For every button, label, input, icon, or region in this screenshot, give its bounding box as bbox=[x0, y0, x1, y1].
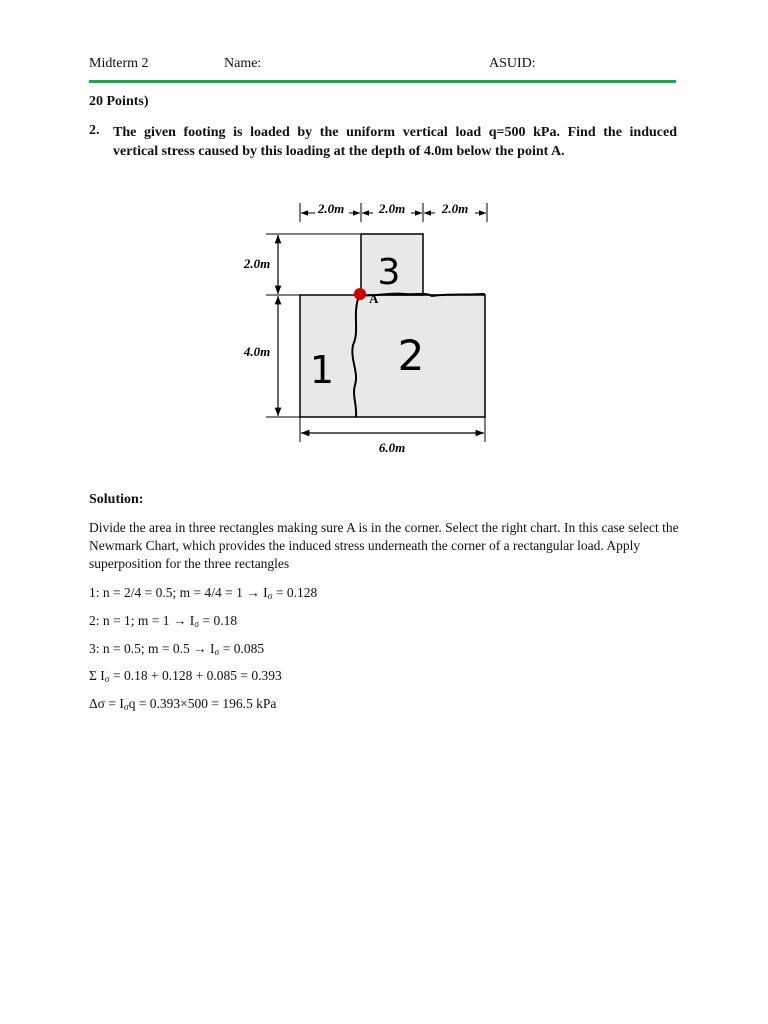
solution-paragraph: Divide the area in three rectangles making sure A is in the corner. Select the right chart. In this case select the Newmark Chart, which provides the induced stress underneath the corner of a rectangular load. Apply superposition for the three rectangles bbox=[89, 520, 679, 571]
dim-left-bottom: 4.0m bbox=[243, 344, 271, 359]
dim-top-2: 2.0m bbox=[378, 201, 406, 216]
solution-line-3: 3: n = 0.5; $m = 0.5 \to I_\sigma = 0.085$ bbox=[89, 641, 265, 657]
region-label-2: 2 bbox=[397, 331, 425, 380]
header-name-label: Name: bbox=[224, 56, 262, 71]
points-heading: 20 Points) bbox=[89, 94, 149, 109]
point-a-label: A bbox=[369, 291, 379, 306]
footing-figure bbox=[230, 195, 510, 465]
solution-line-1: 1: n = 2/4 = 0.5; $m = 4/4 = 1 \to I_\sigma = 0.128$ bbox=[89, 585, 318, 601]
region-label-1: 1 bbox=[309, 348, 335, 392]
solution-line-5: $\Delta\sigma = I_\sigma q = 0.393\times 500 = 196.5$ kPa bbox=[89, 696, 277, 712]
dim-left-top: 2.0m bbox=[243, 256, 271, 271]
point-a-marker bbox=[354, 288, 366, 300]
question-line-2: vertical stress caused by this loading at the depth of 4.0m below the point A. bbox=[113, 144, 565, 159]
dim-top-3: 2.0m bbox=[441, 201, 469, 216]
header-rule bbox=[89, 80, 676, 83]
header-asuid-label: ASUID: bbox=[489, 56, 536, 71]
solution-title: Solution: bbox=[89, 492, 144, 507]
dim-top-1: 2.0m bbox=[317, 201, 345, 216]
question-number: 2. bbox=[89, 123, 100, 138]
question-line-1: The given footing is loaded by the uniform vertical load q=500 kPa. Find the induced bbox=[113, 125, 677, 140]
solution-line-2: 2: n = 1; $m = 1 \to I_\sigma = 0.18$ bbox=[89, 613, 238, 629]
region-label-3: 3 bbox=[377, 252, 401, 293]
dim-bottom: 6.0m bbox=[378, 440, 406, 455]
question-text bbox=[113, 123, 677, 161]
header-course: Midterm 2 bbox=[89, 56, 149, 71]
solution-line-4: Σ $I_\sigma = 0.18 + 0.128 + 0.085 = 0.393$ bbox=[89, 668, 282, 684]
